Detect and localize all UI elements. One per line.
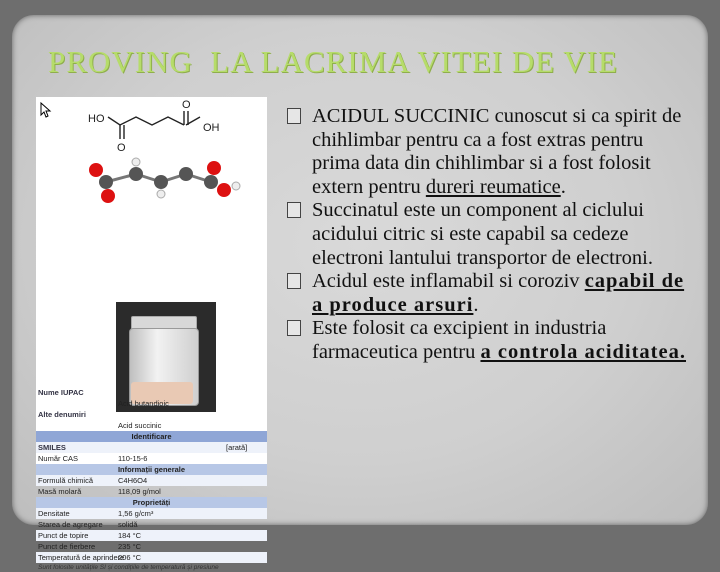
table-section-header: Proprietăți [36,497,267,508]
bullet-list [287,105,687,365]
table-row: Formulă chimică C4H6O4 [36,475,267,486]
bullet-marker-icon [287,108,301,124]
bullet-marker-icon [287,273,301,289]
slide-title: PROVING LA LACRIMA VITEI DE VIE [48,44,618,79]
table-row: Temperatură de aprindere 206 °C [36,552,267,563]
infobox-footnote: Sunt folosite unitățile SI și condițiile de temperatură și presiune [38,564,219,571]
bullet-marker-icon [287,320,301,336]
bullet-item: Succinatul este un component al ciclului acidului citric si este capabil sa cedeze electroni lantului transportor de electroni. [287,199,687,270]
table-row: Starea de agregare solidă [38,520,138,529]
smiles-show-link[interactable]: [arată] [226,443,248,452]
bullet-item: Acidul este inflamabil si coroziv capabil de a produce arsuri. [287,270,687,317]
bullet-item: ACIDUL SUCCINIC cunoscut si ca spirit de chihlimbar pentru ca a fost extras pentru prima data din chihlimbar si a fost folosit extern pentru dureri reumatice. [287,105,687,199]
succinic-acid-infobox [36,97,267,571]
table-row: Densitate 1,56 g/cm³ [36,508,267,519]
table-row: Acid butandioic [118,399,169,408]
link-dureri-reumatice: dureri reumatice [425,175,561,198]
bullet-item: Este folosit ca excipient in industria farmaceutica pentru a controla aciditatea. [287,317,687,364]
table-row: Acid succinic [118,421,162,430]
molecule-ho-label: HO [88,113,105,125]
emphasis-arsuri: capabil de a produce arsuri [312,270,685,316]
molecule-oh-label: OH [203,122,220,134]
bullet-marker-icon [287,202,301,218]
table-row: SMILES [arată] [36,442,267,453]
table-row: Alte denumiri [38,410,86,419]
ball-and-stick-model [36,152,267,202]
emphasis-aciditate: a controla aciditatea. [480,340,686,363]
molecule-o-bottom-label: O [117,142,126,154]
molecule-o-top-label: O [182,99,191,111]
table-section-header: Informații generale [36,464,267,475]
table-row: Punct de fierbere 235 °C [38,542,142,551]
table-row: Masă molară 118,09 g/mol [38,487,161,496]
table-row: Număr CAS 110-15-6 [38,454,148,463]
table-row: Nume IUPAC [38,388,84,397]
skeletal-formula-diagram [36,97,267,157]
table-section-header: Identificare [36,431,267,442]
table-row: Punct de topire 184 °C [36,530,267,541]
